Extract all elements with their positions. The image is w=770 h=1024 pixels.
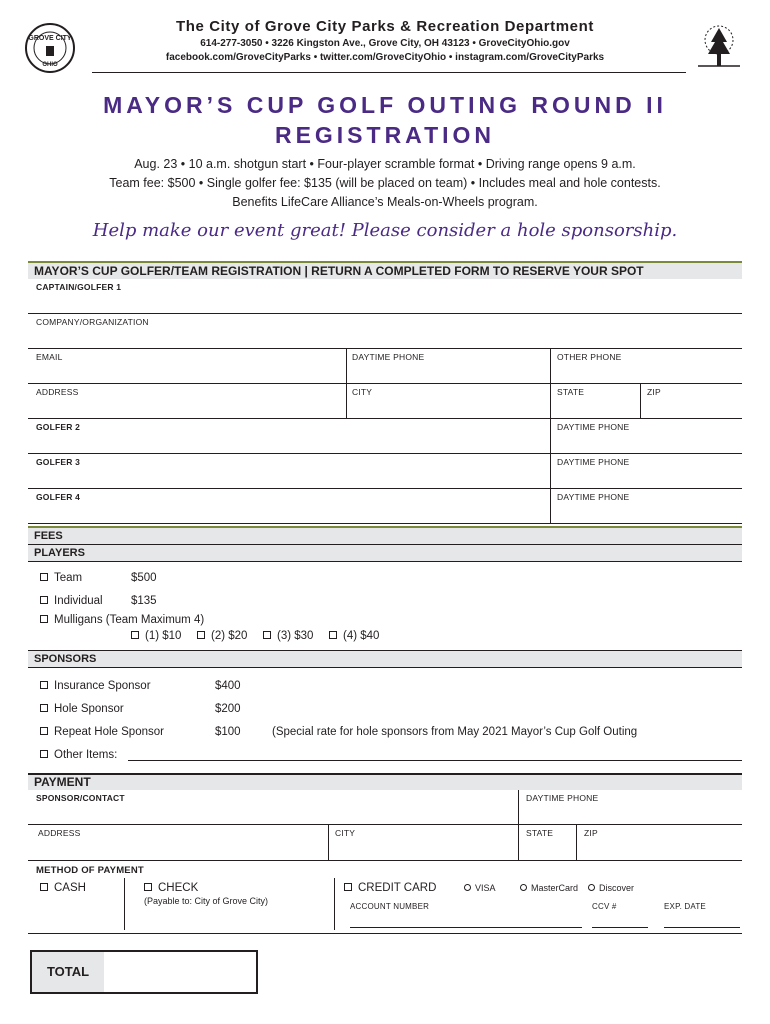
mulligan-option-2[interactable] [197, 630, 247, 642]
checkbox-icon[interactable] [40, 615, 48, 623]
mulligans-label: Mulligans (Team Maximum 4) [54, 614, 205, 626]
discover-option[interactable] [588, 883, 634, 893]
mulligan-label: (2) $20 [211, 630, 248, 642]
golfer4-label: GOLFER 4 [36, 492, 81, 502]
team-price: $500 [131, 572, 157, 584]
visa-label: VISA [475, 883, 496, 893]
hole-price: $200 [215, 703, 241, 715]
header-rule [92, 72, 686, 73]
visa-option[interactable] [464, 883, 496, 893]
address-field[interactable] [28, 418, 742, 419]
account-number-field[interactable] [350, 927, 582, 928]
mastercard-label: MasterCard [531, 883, 579, 893]
tree-logo [692, 20, 746, 76]
zip-label: ZIP [647, 387, 661, 397]
ccv-label: CCV # [592, 902, 617, 911]
divider [334, 878, 335, 930]
divider [124, 878, 125, 930]
repeat-label: Repeat Hole Sponsor [54, 726, 164, 738]
divider [550, 453, 551, 489]
event-info-line3: Benefits LifeCare Alliance’s Meals-on-Wheels program. [232, 195, 538, 209]
golfer2-label: GOLFER 2 [36, 422, 81, 432]
checkbox-icon[interactable] [40, 883, 48, 891]
mastercard-option[interactable] [520, 883, 578, 893]
mulligan-option-4[interactable] [329, 630, 379, 642]
hole-label: Hole Sponsor [54, 703, 124, 715]
divider [576, 824, 577, 860]
golfer3-phone-label: DAYTIME PHONE [557, 457, 630, 467]
cash-label: CASH [54, 882, 86, 894]
discover-label: Discover [599, 883, 635, 893]
total-label: TOTAL [32, 952, 104, 992]
mulligan-option-1[interactable] [131, 630, 181, 642]
checkbox-icon[interactable] [40, 596, 48, 604]
sponsorship-cta: Help make our event great! Please consider a hole sponsorship. [92, 220, 678, 241]
golfer2-field[interactable] [28, 453, 742, 454]
logo-left-text: GROVE CITY [28, 35, 72, 42]
team-label: Team [54, 572, 83, 584]
department-title: The City of Grove City Parks & Recreation Department [176, 18, 594, 35]
individual-price: $135 [131, 595, 157, 607]
repeat-note: (Special rate for hole sponsors from May 2021 Mayor’s Cup Golf Outing [272, 726, 638, 738]
insurance-label: Insurance Sponsor [54, 680, 151, 692]
event-info-line2: Team fee: $500 • Single golfer fee: $135 (will be placed on team) • Includes meal and hole contests. [109, 176, 661, 190]
mulligan-label: (4) $40 [343, 630, 380, 642]
insurance-price: $400 [215, 680, 241, 692]
divider [346, 383, 347, 419]
payment-bar: PAYMENT [28, 773, 742, 790]
total-field[interactable] [30, 950, 258, 994]
social-line: facebook.com/GroveCityParks • twitter.com/GroveCityOhio • instagram.com/GroveCityParks [165, 52, 605, 63]
method-label: METHOD OF PAYMENT [36, 865, 144, 876]
fees-bar: FEES [28, 526, 742, 544]
divider [550, 488, 551, 524]
payment-state-label: STATE [526, 828, 554, 838]
individual-option[interactable] [40, 595, 103, 607]
individual-label: Individual [54, 595, 103, 607]
exp-date-field[interactable] [664, 927, 740, 928]
mulligan-label: (1) $10 [145, 630, 182, 642]
header [0, 18, 770, 63]
cash-option[interactable] [40, 882, 86, 894]
address-label: ADDRESS [36, 387, 79, 397]
divider [346, 348, 347, 384]
company-label: COMPANY/ORGANIZATION [36, 317, 149, 327]
check-option[interactable] [144, 882, 198, 894]
checkbox-icon[interactable] [263, 631, 271, 639]
payment-phone-label: DAYTIME PHONE [526, 793, 599, 803]
payment-city-label: CITY [335, 828, 356, 838]
sponsors-bar: SPONSORS [28, 650, 742, 668]
page-title-line2: REGISTRATION [274, 122, 496, 148]
other-items-label: Other Items: [54, 749, 118, 761]
checkbox-icon[interactable] [329, 631, 337, 639]
city-label: CITY [352, 387, 373, 397]
page-title [0, 90, 770, 150]
golfer3-label: GOLFER 3 [36, 457, 81, 467]
radio-icon[interactable] [464, 884, 471, 891]
email-label: EMAIL [36, 352, 63, 362]
divider [518, 790, 519, 824]
checkbox-icon[interactable] [144, 883, 152, 891]
repeat-price: $100 [215, 726, 241, 738]
checkbox-icon[interactable] [40, 681, 48, 689]
insurance-sponsor-option[interactable] [40, 680, 151, 692]
other-items-field[interactable] [128, 760, 742, 761]
checkbox-icon[interactable] [40, 750, 48, 758]
credit-card-option[interactable] [344, 882, 436, 894]
payment-address-label: ADDRESS [38, 828, 81, 838]
state-label: STATE [557, 387, 585, 397]
radio-icon[interactable] [520, 884, 527, 891]
payment-address-field[interactable] [28, 860, 742, 861]
registration-bar: MAYOR’S CUP GOLFER/TEAM REGISTRATION | RETURN A COMPLETED FORM TO RESERVE YOUR SPOT [28, 261, 742, 279]
checkbox-icon[interactable] [197, 631, 205, 639]
repeat-sponsor-option[interactable] [40, 726, 164, 738]
captain-field[interactable] [28, 313, 742, 314]
event-info-line1: Aug. 23 • 10 a.m. shotgun start • Four-player scramble format • Driving range opens 9 a.m. [134, 157, 636, 171]
divider [550, 383, 551, 419]
event-info [0, 155, 770, 212]
payment-bottom-rule [28, 933, 742, 934]
mulligan-option-3[interactable] [263, 630, 313, 642]
contact-line: 614-277-3050 • 3226 Kingston Ave., Grove City, OH 43123 • GroveCityOhio.gov [200, 38, 570, 49]
logo-left-sub: OHIO [42, 62, 58, 68]
sponsor-contact-field[interactable] [28, 824, 742, 825]
company-field[interactable] [28, 348, 742, 349]
golfer4-field[interactable] [28, 523, 742, 524]
divider [518, 824, 519, 860]
payment-zip-label: ZIP [584, 828, 598, 838]
daytime-phone-label: DAYTIME PHONE [352, 352, 425, 362]
mulligans-option[interactable] [40, 614, 204, 626]
checkbox-icon[interactable] [40, 573, 48, 581]
account-number-label: ACCOUNT NUMBER [350, 902, 430, 911]
checkbox-icon[interactable] [40, 704, 48, 712]
hole-sponsor-option[interactable] [40, 703, 124, 715]
ccv-field[interactable] [592, 927, 648, 928]
mulligan-label: (3) $30 [277, 630, 314, 642]
divider [550, 418, 551, 454]
other-phone-label: OTHER PHONE [557, 352, 622, 362]
players-bar: PLAYERS [28, 544, 742, 562]
team-option[interactable] [40, 572, 82, 584]
other-items-option[interactable] [40, 749, 117, 761]
sponsor-contact-label: SPONSOR/CONTACT [36, 793, 125, 803]
golfer4-phone-label: DAYTIME PHONE [557, 492, 630, 502]
golfer3-field[interactable] [28, 488, 742, 489]
captain-label: CAPTAIN/GOLFER 1 [36, 282, 122, 292]
page-title-line1: MAYOR’S CUP GOLF OUTING ROUND II [103, 92, 667, 118]
credit-label: CREDIT CARD [358, 882, 437, 894]
check-note: (Payable to: City of Grove City) [144, 896, 269, 906]
exp-date-label: EXP. DATE [664, 902, 706, 911]
radio-icon[interactable] [588, 884, 595, 891]
golfer2-phone-label: DAYTIME PHONE [557, 422, 630, 432]
checkbox-icon[interactable] [40, 727, 48, 735]
divider [550, 348, 551, 384]
checkbox-icon[interactable] [344, 883, 352, 891]
checkbox-icon[interactable] [131, 631, 139, 639]
email-phone-field[interactable] [28, 383, 742, 384]
check-label: CHECK [158, 882, 199, 894]
divider [328, 824, 329, 860]
divider [640, 383, 641, 419]
